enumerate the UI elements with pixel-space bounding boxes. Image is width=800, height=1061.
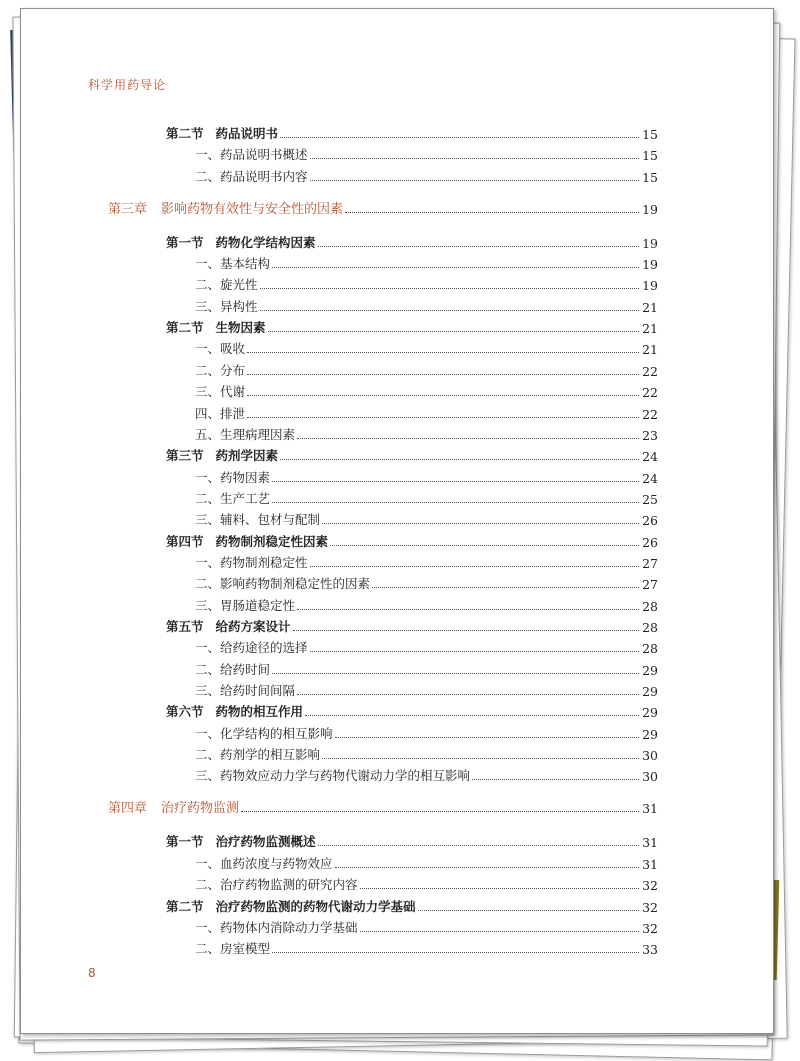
toc-item-title: 三、药物效应动力学与药物代谢动力学的相互影响 <box>195 768 471 784</box>
page-number: 8 <box>88 966 96 980</box>
toc-item-title: 二、生产工艺 <box>195 490 271 506</box>
toc-dot-leader <box>297 438 639 439</box>
toc-dot-leader <box>297 609 639 610</box>
toc-dot-leader <box>322 758 639 759</box>
toc-item-row[interactable] <box>195 852 658 872</box>
toc-page-number: 26 <box>642 534 658 550</box>
toc-item-title: 五、生理病理因素 <box>195 426 296 442</box>
toc-page-number: 27 <box>642 555 658 571</box>
toc-dot-leader <box>318 246 640 247</box>
toc-dot-leader <box>310 180 640 181</box>
toc-item-row[interactable] <box>195 423 658 443</box>
toc-page-number: 29 <box>642 662 658 678</box>
toc-dot-leader <box>272 481 639 482</box>
toc-item-title: 三、代谢 <box>195 384 246 400</box>
toc-dot-leader <box>372 587 639 588</box>
toc-section-row[interactable] <box>166 700 658 720</box>
toc-page-number: 29 <box>642 705 658 721</box>
toc-item-title: 三、给药时间间隔 <box>195 683 296 699</box>
toc-dot-leader <box>360 931 640 932</box>
toc-section-row[interactable] <box>166 316 658 336</box>
toc-page-number: 31 <box>642 856 658 872</box>
toc-section-title: 药品说明书 <box>215 126 279 141</box>
toc-section-title: 治疗药物监测概述 <box>215 834 316 850</box>
toc-page-number: 23 <box>642 427 658 443</box>
toc-page-number: 22 <box>642 406 658 422</box>
toc-page-number: 31 <box>642 801 658 817</box>
toc-page-number: 30 <box>642 748 658 764</box>
toc-dot-leader <box>310 651 640 652</box>
toc-chapter-title: 影响药物有效性与安全性的因素 <box>161 201 344 217</box>
toc-dot-leader <box>247 352 639 353</box>
toc-dot-leader <box>280 459 639 460</box>
toc-dot-leader <box>360 888 640 889</box>
toc-item-title: 三、辅料、包材与配制 <box>195 512 321 528</box>
toc-item-row[interactable] <box>195 594 658 614</box>
toc-dot-leader <box>272 502 639 503</box>
toc-page-number: 19 <box>642 278 658 294</box>
toc-item-row[interactable] <box>195 572 658 592</box>
toc-dot-leader <box>247 374 639 375</box>
toc-item-title: 三、异构性 <box>195 298 258 314</box>
toc-dot-leader <box>310 158 640 159</box>
toc-dot-leader <box>260 310 640 311</box>
toc-item-row[interactable] <box>195 743 658 763</box>
toc-item-title: 一、药物因素 <box>195 469 271 485</box>
toc-page-number: 24 <box>642 470 658 486</box>
toc-item-row[interactable] <box>195 764 658 784</box>
toc-dot-leader <box>241 811 639 812</box>
toc-page-number: 21 <box>642 299 658 315</box>
toc-dot-leader <box>247 395 639 396</box>
toc-section-row[interactable] <box>166 830 658 850</box>
toc-item-title: 一、血药浓度与药物效应 <box>195 855 333 871</box>
toc-chapter-row[interactable] <box>108 197 658 217</box>
toc-section-number: 第二节 <box>166 126 204 141</box>
toc-section-number: 第六节 <box>166 704 204 720</box>
toc-page-number: 19 <box>642 201 658 217</box>
toc-section-number: 第三节 <box>166 448 204 464</box>
toc-item-title: 一、药品说明书概述 <box>195 147 308 163</box>
toc-item-row[interactable] <box>195 722 658 742</box>
toc-item-title: 一、吸收 <box>195 341 246 357</box>
toc-page-number: 32 <box>642 899 658 915</box>
toc-dot-leader <box>345 212 639 213</box>
toc-item-title: 二、治疗药物监测的研究内容 <box>195 877 358 893</box>
toc-dot-leader <box>247 417 639 418</box>
toc-item-row[interactable] <box>195 916 658 936</box>
toc-page-number: 21 <box>642 321 658 337</box>
toc-dot-leader <box>330 545 639 546</box>
toc-section-title: 药物的相互作用 <box>215 704 304 720</box>
toc-page-number: 22 <box>642 363 658 379</box>
toc-page-number: 15 <box>642 169 658 185</box>
toc-item-row[interactable] <box>195 636 658 656</box>
toc-dot-leader <box>260 288 640 289</box>
toc-item-title: 二、房室模型 <box>195 941 271 957</box>
toc-item-title: 二、给药时间 <box>195 661 271 677</box>
toc-item-title: 一、给药途径的选择 <box>195 640 308 656</box>
toc-section-row[interactable] <box>166 530 658 550</box>
toc-item-row[interactable] <box>195 466 658 486</box>
toc-dot-leader <box>293 630 640 631</box>
toc-item-title: 二、药剂学的相互影响 <box>195 747 321 763</box>
toc-dot-leader <box>335 737 640 738</box>
toc-page-number: 19 <box>642 257 658 273</box>
toc-dot-leader <box>472 779 639 780</box>
toc-section-row[interactable] <box>166 122 658 142</box>
toc-page-number: 30 <box>642 769 658 785</box>
toc-item-row[interactable] <box>195 380 658 400</box>
toc-item-title: 二、药品说明书内容 <box>195 168 308 184</box>
toc-item-title: 三、胃肠道稳定性 <box>195 597 296 613</box>
toc-item-title: 一、药物制剂稳定性 <box>195 554 308 570</box>
toc-item-row[interactable] <box>195 273 658 293</box>
toc-dot-leader <box>418 910 640 911</box>
toc-section-number: 第五节 <box>166 619 204 634</box>
toc-item-title: 一、药物体内消除动力学基础 <box>195 919 358 935</box>
toc-dot-leader <box>280 137 639 138</box>
toc-section-title: 治疗药物监测的药物代谢动力学基础 <box>215 898 416 914</box>
toc-page-number: 31 <box>642 835 658 851</box>
toc-chapter-number: 第三章 <box>108 201 148 217</box>
toc-dot-leader <box>272 673 639 674</box>
toc-page-number: 21 <box>642 342 658 358</box>
toc-item-row[interactable] <box>195 337 658 357</box>
toc-section-row[interactable] <box>166 615 658 635</box>
toc-item-row[interactable] <box>195 252 658 272</box>
toc-item-row[interactable] <box>195 679 658 699</box>
toc-page-number: 29 <box>642 726 658 742</box>
toc-item-title: 四、排泄 <box>195 405 246 421</box>
toc-dot-leader <box>310 566 640 567</box>
toc-item-title: 二、分布 <box>195 362 246 378</box>
toc-page-number: 29 <box>642 684 658 700</box>
toc-dot-leader <box>305 715 639 716</box>
toc-section-title: 生物因素 <box>215 320 266 336</box>
toc-item-row[interactable] <box>195 551 658 571</box>
toc-item-row[interactable] <box>195 873 658 893</box>
toc-dot-leader <box>318 845 640 846</box>
running-head-title: 科学用药导论 <box>88 78 167 92</box>
toc-chapter-number: 第四章 <box>108 801 148 817</box>
toc-page-number: 28 <box>642 641 658 657</box>
toc-page-number: 32 <box>642 878 658 894</box>
toc-section-title: 药物制剂稳定性因素 <box>215 533 329 549</box>
toc-page-number: 24 <box>642 449 658 465</box>
toc-item-row[interactable] <box>195 295 658 315</box>
toc-chapter-row[interactable] <box>108 796 658 816</box>
toc-page-number: 15 <box>642 148 658 164</box>
toc-section-number: 第一节 <box>166 234 204 250</box>
toc-section-number: 第四节 <box>166 533 204 549</box>
toc-section-title: 给药方案设计 <box>215 619 291 634</box>
toc-item-row[interactable] <box>195 402 658 422</box>
toc-item-title: 一、基本结构 <box>195 256 271 272</box>
toc-page-number: 15 <box>642 127 658 142</box>
toc-item-row[interactable] <box>195 658 658 678</box>
toc-section-number: 第一节 <box>166 834 204 850</box>
toc-dot-leader <box>268 331 640 332</box>
toc-dot-leader <box>297 694 639 695</box>
toc-section-title: 药物化学结构因素 <box>215 234 316 250</box>
toc-dot-leader <box>272 952 639 953</box>
toc-page-number: 26 <box>642 513 658 529</box>
toc-item-title: 二、旋光性 <box>195 277 258 293</box>
toc-page-number: 19 <box>642 235 658 251</box>
toc-section-row[interactable] <box>166 444 658 464</box>
toc-page-number: 28 <box>642 620 658 635</box>
toc-page-number: 22 <box>642 385 658 401</box>
toc-page-number: 32 <box>642 920 658 936</box>
toc-page-number: 28 <box>642 598 658 614</box>
toc-item-row[interactable] <box>195 165 658 185</box>
toc-page-number: 27 <box>642 577 658 593</box>
toc-item-row[interactable] <box>195 143 658 163</box>
toc-page-number: 33 <box>642 942 658 958</box>
toc-section-number: 第二节 <box>166 320 204 336</box>
toc-section-title: 药剂学因素 <box>215 448 279 464</box>
toc-section-number: 第二节 <box>166 898 204 914</box>
toc-item-row[interactable] <box>195 359 658 379</box>
toc-dot-leader <box>272 267 639 268</box>
toc-dot-leader <box>335 867 640 868</box>
toc-item-row[interactable] <box>195 508 658 528</box>
toc-page-number: 25 <box>642 491 658 507</box>
toc-item-row[interactable] <box>195 937 658 957</box>
toc-chapter-title: 治疗药物监测 <box>161 801 240 817</box>
toc-item-row[interactable] <box>195 487 658 507</box>
toc-dot-leader <box>322 523 639 524</box>
toc-section-row[interactable] <box>166 895 658 915</box>
toc-item-title: 二、影响药物制剂稳定性的因素 <box>195 576 371 592</box>
toc-section-row[interactable] <box>166 231 658 251</box>
toc-item-title: 一、化学结构的相互影响 <box>195 725 333 741</box>
